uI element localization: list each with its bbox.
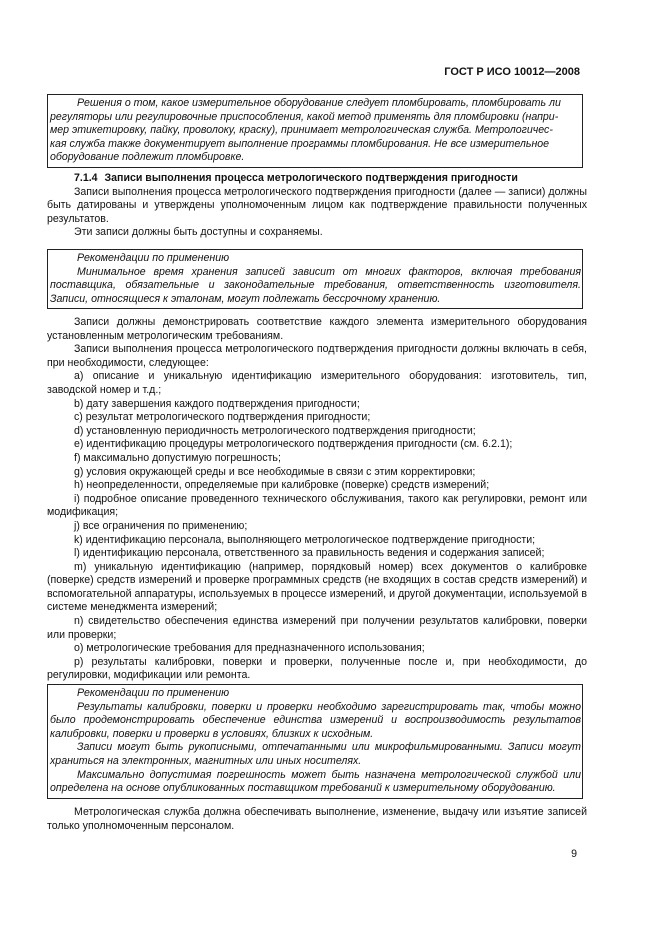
list-item: h) неопределенности, определяемые при калибровке (поверке) средств измерений; [74, 479, 490, 492]
section-number: 7.1.4 [74, 172, 98, 184]
list-item: i) подробное описание проведенного технического обслуживания, такого как регулировки, ремонт или модификация; [47, 492, 587, 519]
recommendation-text: Записи могут быть рукописными, отпечатанными или микрофильмированными. Записи могут храниться на электронных, магнитных или иных носителях. [50, 741, 581, 767]
main-text [47, 172, 587, 240]
list-item: c) результат метрологического подтверждения пригодности; [74, 411, 371, 424]
list-item: p) результаты калибровки, поверки и проверки, полученные после и, при необходимости, до регулировки, модификации или ремонта. [47, 655, 587, 682]
list-item: d) установленную периодичность метрологического подтверждения пригодности; [74, 424, 476, 437]
recommendation-text: Минимальное время хранения записей зависит от многих факторов, включая требования поставщика, обязательные и законодательные требования, ответственность изготовителя. Записи, относящиеся к эталонам, могут подлежать бессрочному хранению. [50, 265, 581, 305]
list-item: g) условия окружающей среды и все необходимые в связи с этим корректировки; [74, 465, 476, 478]
paragraph: Записи выполнения процесса метрологического подтверждения пригодности (далее — записи) должны быть датированы и утверждены уполномоченным лицом как подтверждение правильности полученных результатов. [47, 185, 587, 225]
list-item: j) все ограничения по применению; [74, 519, 248, 532]
list-item: b) дату завершения каждого подтверждения пригодности; [74, 397, 360, 410]
recommendation-box-storage [47, 249, 583, 309]
recommendation-title: Рекомендации по применению [77, 687, 230, 699]
section-title: Записи выполнения процесса метрологического подтверждения пригодности [104, 172, 518, 184]
list-item: m) уникальную идентификацию (например, порядковый номер) всех документов о калибровке (поверке) средств измерений и проверке программных средств (не входящих в состав средств измерений) и вспомогательной аппаратуры, используемых в процессе измерений, и другой документации, используемой в системе менеджмента измерений; [47, 560, 587, 614]
recommendation-text: Результаты калибровки, поверки и проверки необходимо зарегистрировать так, чтобы можно было продемонстрировать обеспечение единства измерений и воспроизводимость результатов калибровки, поверки и проверки в условиях, близких к исходным. [50, 700, 581, 740]
recommendation-title: Рекомендации по применению [77, 252, 230, 264]
paragraph: Метрологическая служба должна обеспечивать выполнение, изменение, выдачу или изъятие записей только уполномоченным персоналом. [47, 806, 587, 832]
note-line: Решения о том, какое измерительное оборудование следует пломбировать, пломбировать ли [77, 97, 561, 109]
note-line: оборудование подлежит пломбировке. [50, 151, 245, 164]
main-text-records [47, 316, 587, 683]
note-line: регуляторы или регулировочные приспособления, какой метод применять для пломбировки (напри- [50, 110, 559, 123]
recommendation-box-results [47, 684, 583, 799]
note-line: мер этикетировку, пайку, проволоку, краску), принимает метрологическая служба. Метрологичес- [50, 124, 553, 137]
paragraph: Записи должны демонстрировать соответствие каждого элемента измерительного оборудования установленным метрологическим требованиям. [47, 316, 587, 342]
list-item: o) метрологические требования для предназначенного использования; [74, 642, 425, 655]
paragraph: Эти записи должны быть доступны и сохраняемы. [74, 226, 323, 239]
recommendation-text: Максимально допустимая погрешность может быть назначена метрологической службой или определена на основе опубликованных поставщиком требований к измерительному оборудованию. [50, 768, 581, 795]
closing-text [47, 806, 587, 833]
list-item: k) идентификацию персонала, выполняющего метрологическое подтверждение пригодности; [74, 533, 536, 546]
list-item: f) максимально допустимую погрешность; [74, 451, 281, 464]
list-item: e) идентификацию процедуры метрологического подтверждения пригодности (см. 6.2.1); [74, 438, 513, 451]
paragraph: Записи выполнения процесса метрологического подтверждения пригодности должны включать в себя, при необходимости, следующее: [47, 343, 587, 369]
note-line: кая служба также документирует выполнение программы пломбирования. Не все измерительное [50, 137, 550, 150]
list-item: а) описание и уникальную идентификацию измерительного оборудования: изготовитель, тип, заводской номер и т.д.; [47, 370, 587, 396]
list-item: n) свидетельство обеспечения единства измерений при получении результатов калибровки, поверки или проверки; [47, 615, 587, 641]
section-heading [47, 172, 587, 186]
list-item: l) идентификацию персонала, ответственного за правильность ведения и содержания записей; [74, 547, 545, 560]
records-list [47, 370, 587, 683]
document-header: ГОСТ Р ИСО 10012—2008 [444, 66, 580, 78]
page-number: 9 [571, 848, 577, 860]
note-box-sealing [47, 94, 583, 168]
